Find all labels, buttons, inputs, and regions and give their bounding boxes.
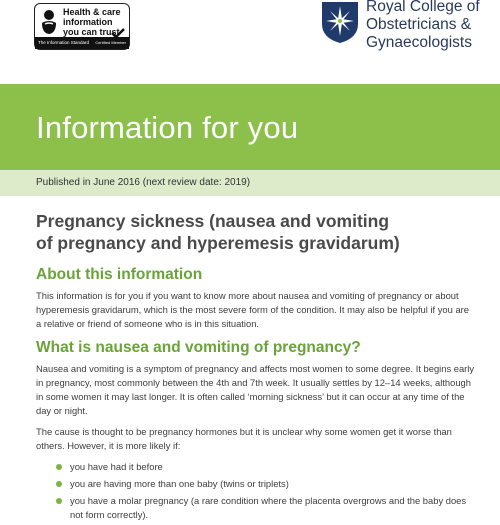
section-paragraph: This information is for you if you want to know more about nausea and vomiting of pregnancy or about hyperemesis gravidarum, which is the most severe form of the condition. It may also be helpful if you are a relative or friend of someone who is in this situation. <box>36 290 470 329</box>
list-item <box>36 494 476 522</box>
information-standard-logo <box>34 3 130 50</box>
information-banner <box>0 84 500 170</box>
list-item-text: you have had it before <box>70 461 163 472</box>
document-title <box>36 210 476 254</box>
info-standard-line-1: Health & care <box>63 7 121 17</box>
bullet-icon <box>56 481 62 487</box>
section-heading-what-is: What is nausea and vomiting of pregnancy? <box>36 339 361 356</box>
information-standard-mark-icon <box>39 9 59 35</box>
document-title-line-2: of pregnancy and hyperemesis gravidarum) <box>36 233 400 253</box>
banner-title: Information for you <box>36 110 299 145</box>
document-body <box>36 210 476 525</box>
organisation-name-line-3: Gynaecologists <box>366 34 472 51</box>
document-title-line-1: Pregnancy sickness (nausea and vomiting <box>36 211 390 231</box>
info-standard-footer-text: The Information Standard <box>38 40 90 45</box>
organisation-name <box>366 0 480 52</box>
info-standard-line-2: information <box>63 17 113 27</box>
section-heading-about: About this information <box>36 266 203 283</box>
organisation-name-line-2: Obstetricians & <box>366 16 472 33</box>
risk-factor-list <box>36 460 476 522</box>
info-standard-line-3: you can trust <box>63 27 120 37</box>
certified-member-badge: Certified Member <box>95 40 126 45</box>
info-standard-footer <box>35 37 129 49</box>
bullet-icon <box>56 498 62 504</box>
section-paragraph: The cause is thought to be pregnancy hormones but it is unclear why some women get it worse than others. However, it is more likely if: <box>36 426 452 451</box>
rcog-crest-icon <box>320 0 360 44</box>
list-item-text: you have a molar pregnancy (a rare condition where the placenta overgrows and the baby does not form correctly). <box>70 495 467 520</box>
publication-bar <box>0 170 500 196</box>
list-item <box>36 460 476 474</box>
page-header <box>0 0 500 84</box>
list-item <box>36 477 476 491</box>
organisation-name-line-1: Royal College of <box>366 0 480 15</box>
bullet-icon <box>56 464 62 470</box>
publication-date: Published in June 2016 (next review date: 2019) <box>36 177 251 188</box>
section-paragraph: Nausea and vomiting is a symptom of pregnancy and affects most women to some degree. It begins early in pregnancy, most commonly between the 4th and 7th week. It usually settles by 12–14 weeks, although in some women it may last longer. It is often called ‘morning sickness’ but it can occur at any time of the day or night. <box>36 363 475 416</box>
list-item-text: you are having more than one baby (twins or triplets) <box>70 478 289 489</box>
